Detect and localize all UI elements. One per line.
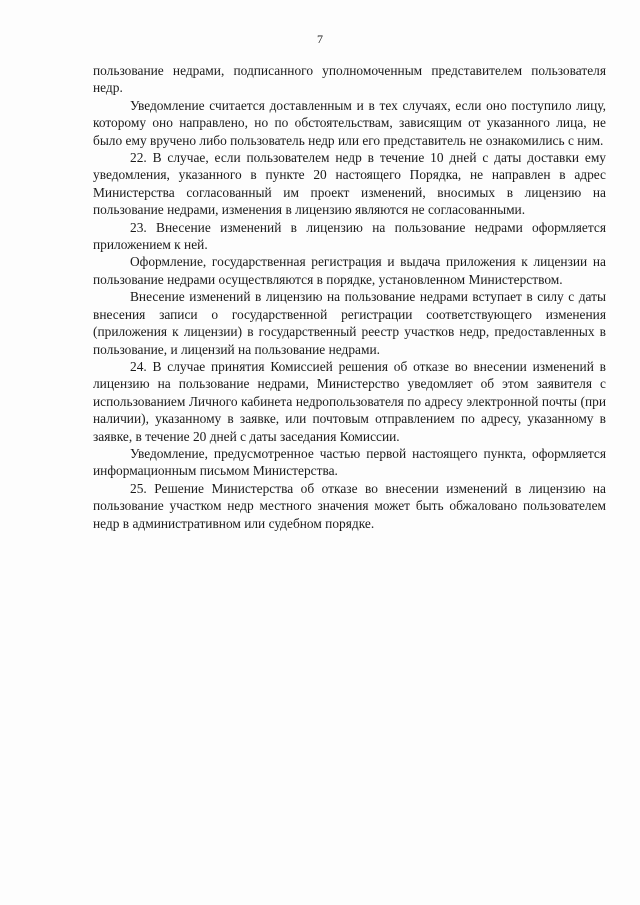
paragraph-info-letter: Уведомление, предусмотренное частью первой настоящего пункта, оформляется информационным письмом Министерства. xyxy=(93,445,606,479)
paragraph-continuation: пользование недрами, подписанного уполномоченным представителем пользователя недр. xyxy=(93,63,606,96)
paragraph-item-25: 25. Решение Министерства об отказе во внесении изменений в лицензию на пользование участком недр местного значения может быть обжаловано пользователем недр в административном или судебном порядке. xyxy=(93,480,606,531)
paragraph-item-23: 23. Внесение изменений в лицензию на пользование недрами оформляется приложением к ней. xyxy=(93,219,606,253)
paragraph-notice-delivered: Уведомление считается доставленным и в тех случаях, если оно поступило лицу, которому оно направлено, но по обстоятельствам, зависящим от указанного лица, не было ему вручено либо пользователь недр или его представитель не ознакомились с ним. xyxy=(93,97,606,148)
paragraph-item-22: 22. В случае, если пользователем недр в течение 10 дней с даты доставки ему уведомления, указанного в пункте 20 настоящего Порядка, не направлен в адрес Министерства согласованный им проект изменений, вносимых в лицензию на пользование недрами, изменения в лицензию являются не согласованными. xyxy=(93,150,606,218)
paragraph-registration: Оформление, государственная регистрация и выдача приложения к лицензии на пользование недрами осуществляются в порядке, установленном Министерством. xyxy=(93,254,606,287)
paragraph-changes-effective: Внесение изменений в лицензию на пользование недрами вступает в силу с даты внесения записи о государственной регистрации соответствующего изменения (приложения к лицензии) в государственный реестр участков недр, предоставленных в пользование, и лицензий на пользование недрами. xyxy=(93,289,606,357)
page-number: 7 xyxy=(317,32,323,46)
paragraph-item-24: 24. В случае принятия Комиссией решения об отказе во внесении изменений в лицензию на пользование недрами, Министерство уведомляет об этом заявителя с использованием Личного кабинета недропользователя по адресу электронной почты (при наличии), указанному в заявке, или почтовым отправлением по адресу, указанному в заявке, в течение 20 дней с даты заседания Комиссии. xyxy=(93,358,606,444)
document-body xyxy=(93,62,606,532)
